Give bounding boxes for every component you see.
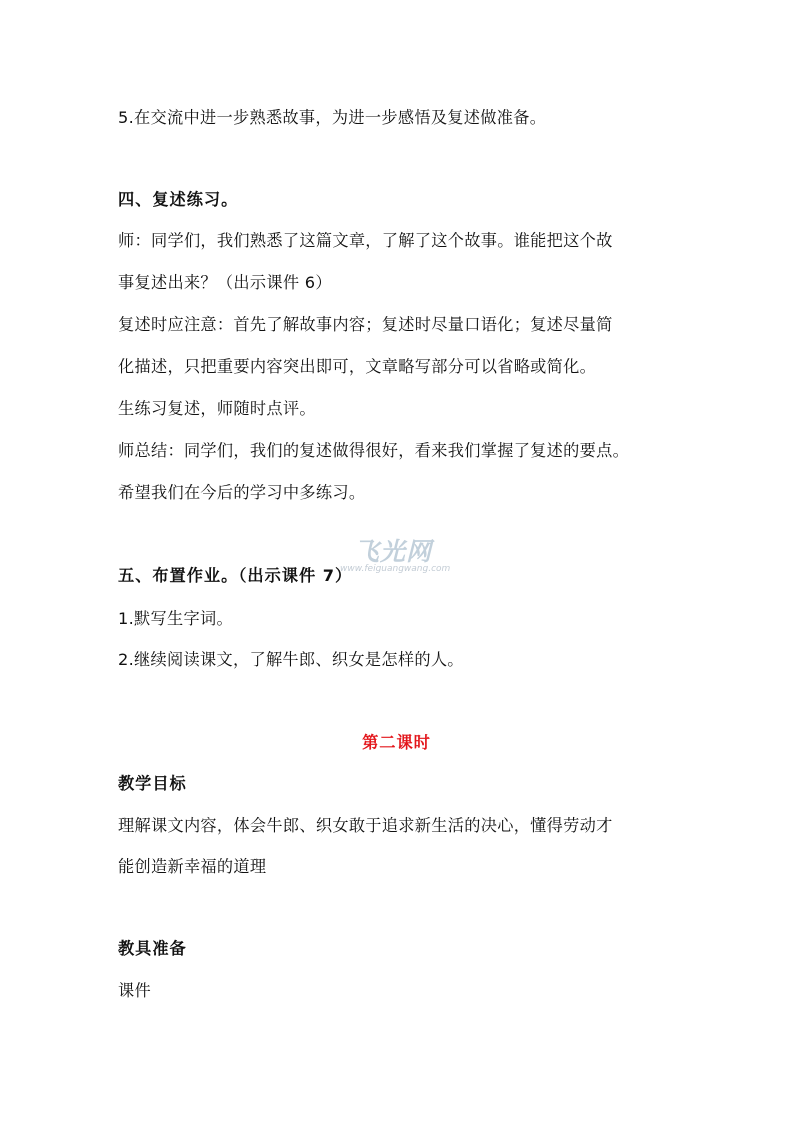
homework-item-1: 1.默写生字词。	[118, 609, 233, 628]
watermark-url-text: www.feiguangwang.com	[340, 564, 451, 574]
paragraph-teacher-summary-line-2: 希望我们在今后的学习中多练习。	[118, 483, 366, 502]
paragraph-retelling-notes-line-2: 化描述，只把重要内容突出即可，文章略写部分可以省略或简化。	[118, 357, 597, 376]
paragraph-student-practice: 生练习复述，师随时点评。	[118, 399, 316, 418]
watermark-logo	[340, 532, 462, 584]
paragraph-teaching-goals-line-1: 理解课文内容，体会牛郎、织女敢于追求新生活的决心，懂得劳动才	[118, 816, 613, 835]
watermark-logo-text: 飞光网	[354, 537, 433, 566]
heading-homework: 五、布置作业。（出示课件 7）	[118, 566, 353, 585]
homework-item-2: 2.继续阅读课文，了解牛郎、织女是怎样的人。	[118, 650, 464, 669]
paragraph-teaching-goals-line-2: 能创造新幸福的道理	[118, 857, 267, 876]
paragraph-teaching-aids: 课件	[118, 981, 151, 1000]
paragraph-teacher-prompt-line-2: 事复述出来？（出示课件 6）	[118, 273, 332, 292]
section-title-second-lesson: 第二课时	[362, 733, 431, 752]
heading-retelling-practice: 四、复述练习。	[118, 190, 239, 209]
paragraph-step-5: 5.在交流中进一步熟悉故事，为进一步感悟及复述做准备。	[118, 108, 547, 127]
paragraph-retelling-notes-line-1: 复述时应注意：首先了解故事内容；复述时尽量口语化；复述尽量简	[118, 315, 613, 334]
paragraph-teacher-summary-line-1: 师总结：同学们，我们的复述做得很好，看来我们掌握了复述的要点。	[118, 441, 630, 460]
paragraph-teacher-prompt-line-1: 师：同学们，我们熟悉了这篇文章，了解了这个故事。谁能把这个故	[118, 231, 613, 250]
heading-teaching-goals: 教学目标	[118, 774, 187, 793]
heading-teaching-aids: 教具准备	[118, 939, 187, 958]
